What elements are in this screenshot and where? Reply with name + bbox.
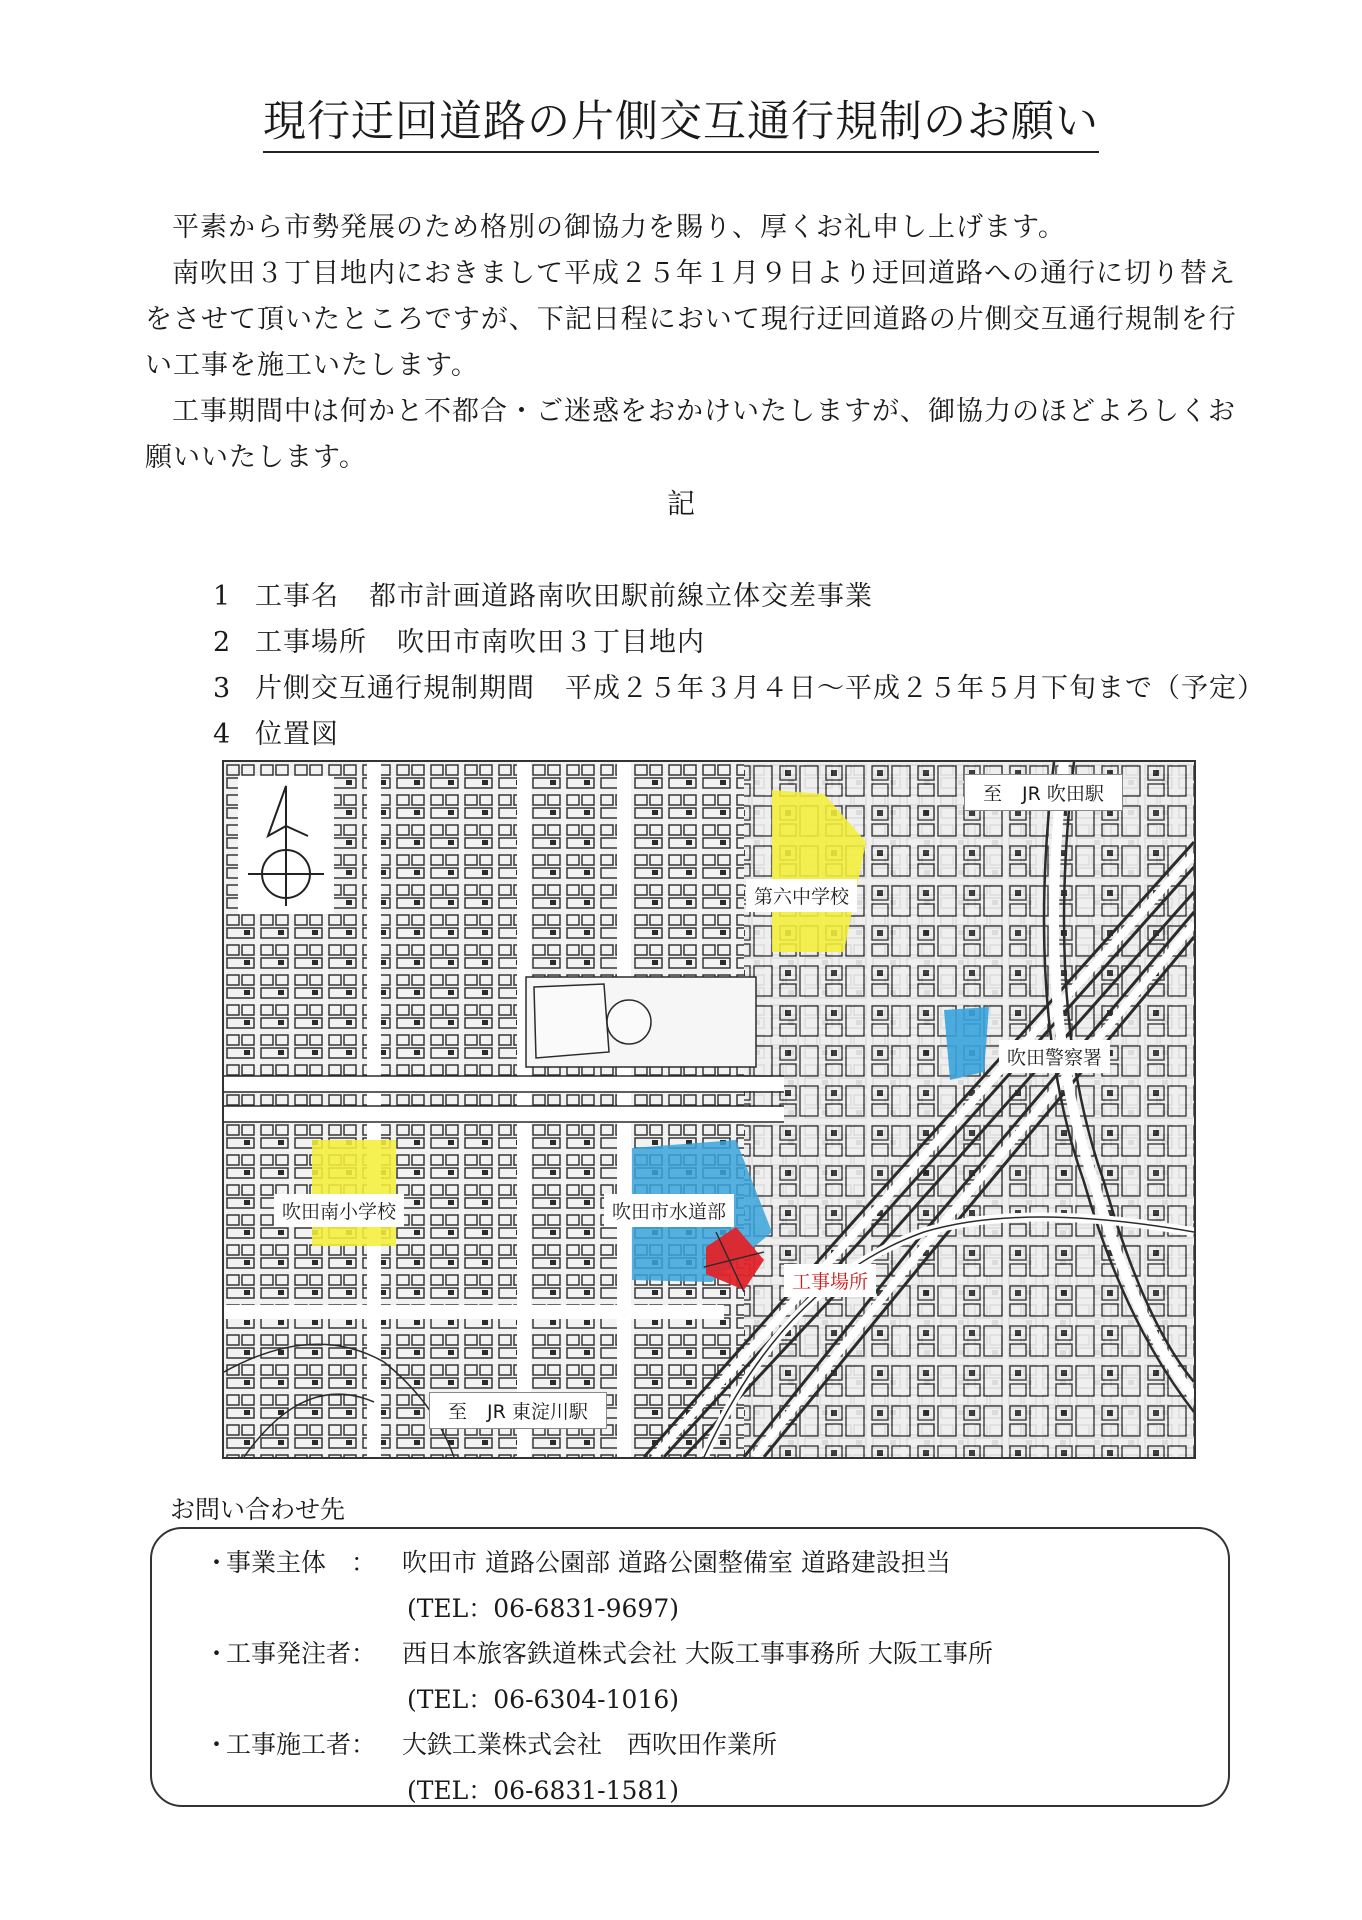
label-construction-site: 工事場所: [784, 1264, 876, 1297]
contact-value: 大鉄工業株式会社 西吹田作業所: [402, 1730, 778, 1759]
item-label: 片側交互通行規制期間: [255, 673, 535, 704]
item-map: [213, 712, 369, 751]
label-school-middle: 第六中学校: [746, 879, 857, 912]
direction-prefix: 至: [983, 783, 1003, 805]
paragraph-greeting: 平素から市勢発展のため格別の御協力を賜り、厚くお礼申し上げます。: [172, 212, 1066, 243]
map-drawing: [224, 762, 1194, 1457]
paragraph-notice: 南吹田３丁目地内におきまして平成２５年１月９日より迂回道路への通行に切り替えをさせて頂いたところですが、下記日程において現行迂回道路の片側交互通行規制を行い工事を施工いたします。: [145, 258, 1237, 381]
contact-box: [150, 1527, 1230, 1807]
north-arrow: [238, 776, 334, 914]
item-number: 4: [213, 719, 232, 750]
item-number: 2: [213, 627, 232, 658]
bullet: ・: [204, 1730, 230, 1759]
label-police: 吹田警察署: [999, 1040, 1110, 1073]
contact-tel: (TEL：06-6304-1016): [407, 1685, 679, 1714]
contact-row: [204, 1634, 993, 1670]
page-title: [0, 88, 1362, 149]
contact-value: 西日本旅客鉄道株式会社 大阪工事事務所 大阪工事所: [402, 1639, 993, 1668]
item-value: 平成２５年３月４日～平成２５年５月下旬まで（予定）: [565, 673, 1265, 704]
item-value: 吹田市南吹田３丁目地内: [397, 627, 705, 658]
contact-label: 工事施工者：: [226, 1730, 377, 1759]
contact-value: 吹田市 道路公園部 道路公園整備室 道路建設担当: [402, 1548, 951, 1577]
item-label: 工事場所: [255, 627, 367, 658]
bullet: ・: [204, 1639, 230, 1668]
station-label-south: [429, 1392, 607, 1429]
direction-prefix: 至: [448, 1401, 468, 1423]
item-number: 3: [213, 673, 232, 704]
station-name: JR 吹田駅: [1022, 783, 1104, 805]
station-name: JR 東淀川駅: [487, 1401, 588, 1423]
label-water-dept: 吹田市水道部: [604, 1194, 734, 1227]
contact-tel: (TEL：06-6831-1581): [407, 1776, 679, 1805]
item-project-name: [213, 574, 873, 613]
item-location: [213, 620, 705, 659]
bullet: ・: [204, 1548, 230, 1577]
item-number: 1: [213, 581, 232, 612]
item-label: 工事名: [255, 581, 339, 612]
station-label-north: [964, 774, 1123, 811]
contact-row: [204, 1543, 951, 1579]
item-period: [213, 666, 1265, 705]
compass-icon: [238, 776, 334, 914]
contact-heading: お問い合わせ先: [170, 1495, 346, 1524]
item-label: 位置図: [255, 719, 339, 750]
label-school-elementary: 吹田南小学校: [274, 1194, 404, 1227]
location-map: [222, 760, 1196, 1459]
contact-label: 事業主体 ：: [226, 1548, 377, 1577]
paragraph-apology: 工事期間中は何かと不都合・ご迷惑をおかけいたしますが、御協力のほどよろしくお願いいたします。: [145, 396, 1236, 473]
item-value: 都市計画道路南吹田駅前線立体交差事業: [369, 581, 873, 612]
title-text: 現行迂回道路の片側交互通行規制のお願い: [263, 97, 1099, 153]
area-school-elementary: [312, 1140, 396, 1246]
contact-label: 工事発注者：: [226, 1639, 377, 1668]
ki-heading: 記: [666, 487, 695, 520]
contact-tel: (TEL：06-6831-9697): [407, 1594, 679, 1623]
contact-row: [204, 1725, 777, 1761]
area-police: [944, 1007, 989, 1080]
